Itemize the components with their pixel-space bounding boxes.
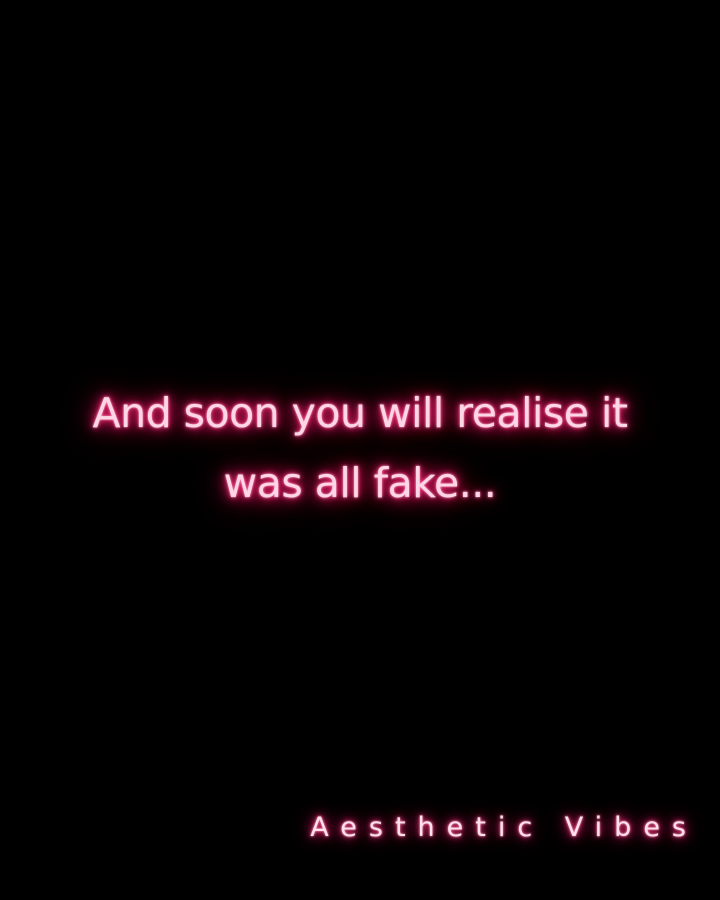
signature-watermark: Aesthetic Vibes xyxy=(310,812,698,843)
quote-line-1: And soon you will realise it xyxy=(92,389,628,437)
neon-quote-text xyxy=(0,378,720,518)
quote-line-2: was all fake... xyxy=(223,459,497,507)
